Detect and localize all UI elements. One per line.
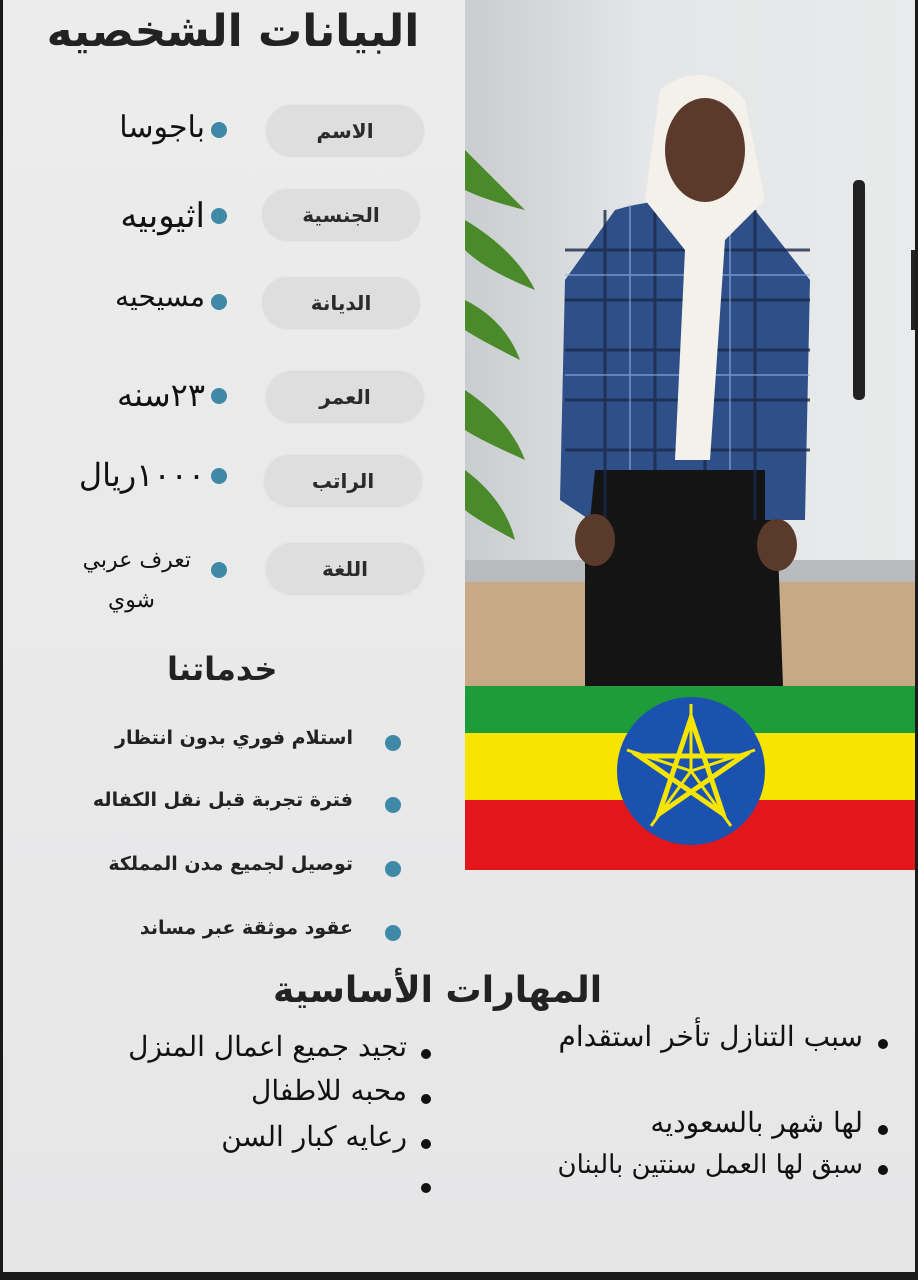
label-pill-salary: الراتب xyxy=(263,454,423,508)
photo-illustration xyxy=(465,0,915,686)
skill-left-2: محبه للاطفال xyxy=(251,1074,407,1107)
value-age: ٢٣سنه xyxy=(117,376,205,414)
bullet-dot xyxy=(878,1125,888,1135)
page-title: البيانات الشخصيه xyxy=(46,6,420,57)
row-salary xyxy=(3,452,463,512)
service-item xyxy=(33,853,413,883)
bullet-dot xyxy=(385,925,401,941)
bullet-dot xyxy=(878,1165,888,1175)
skill-right-3: سبق لها العمل سنتين بالبنان xyxy=(557,1150,863,1180)
bullet-dot xyxy=(421,1094,431,1104)
service-text: فترة تجربة قبل نقل الكفاله xyxy=(92,789,353,811)
label-pill-nationality: الجنسية xyxy=(261,188,421,242)
value-name: باجوسا xyxy=(119,110,205,145)
flag-star-emblem xyxy=(615,696,767,846)
value-salary: ١٠٠٠ريال xyxy=(78,456,205,494)
services-title: خدماتنا xyxy=(167,650,278,688)
row-religion xyxy=(3,274,463,334)
bullet-dot xyxy=(385,861,401,877)
service-text: استلام فوري بدون انتظار xyxy=(115,727,353,749)
bullet-dot xyxy=(421,1049,431,1059)
value-language-line1: تعرف عربي xyxy=(82,548,191,573)
value-nationality: اثيوبيه xyxy=(120,196,205,236)
bullet-dot xyxy=(211,468,227,484)
profile-card xyxy=(3,0,915,1272)
bullet-dot xyxy=(385,797,401,813)
service-item xyxy=(33,917,413,947)
row-nationality xyxy=(3,186,463,246)
label-pill-age: العمر xyxy=(265,370,425,424)
label-pill-religion: الديانة xyxy=(261,276,421,330)
service-item xyxy=(33,727,413,757)
skill-left-1: تجيد جميع اعمال المنزل xyxy=(128,1030,407,1063)
service-text: توصيل لجميع مدن المملكة xyxy=(108,853,353,875)
skill-right-2: لها شهر بالسعوديه xyxy=(650,1106,863,1139)
bullet-dot xyxy=(211,294,227,310)
value-language-line2: شوي xyxy=(107,588,155,613)
row-language xyxy=(3,542,463,622)
skill-right-1: سبب التنازل تأخر استقدام xyxy=(558,1020,863,1053)
bullet-dot xyxy=(211,562,227,578)
service-text: عقود موثقة عبر مساند xyxy=(139,917,353,939)
service-item xyxy=(33,789,413,819)
bullet-dot xyxy=(211,388,227,404)
ethiopia-flag xyxy=(465,686,915,870)
bullet-dot xyxy=(211,122,227,138)
row-name xyxy=(3,102,463,162)
skills-title: المهارات الأساسية xyxy=(273,970,603,1011)
bullet-dot xyxy=(878,1039,888,1049)
bullet-dot xyxy=(421,1183,431,1193)
bullet-dot xyxy=(421,1139,431,1149)
value-religion: مسيحيه xyxy=(115,280,205,313)
bullet-dot xyxy=(385,735,401,751)
row-age xyxy=(3,368,463,428)
label-pill-language: اللغة xyxy=(265,542,425,596)
worker-photo xyxy=(465,0,915,686)
bullet-dot xyxy=(211,208,227,224)
label-pill-name: الاسم xyxy=(265,104,425,158)
skill-left-3: رعايه كبار السن xyxy=(221,1120,407,1153)
